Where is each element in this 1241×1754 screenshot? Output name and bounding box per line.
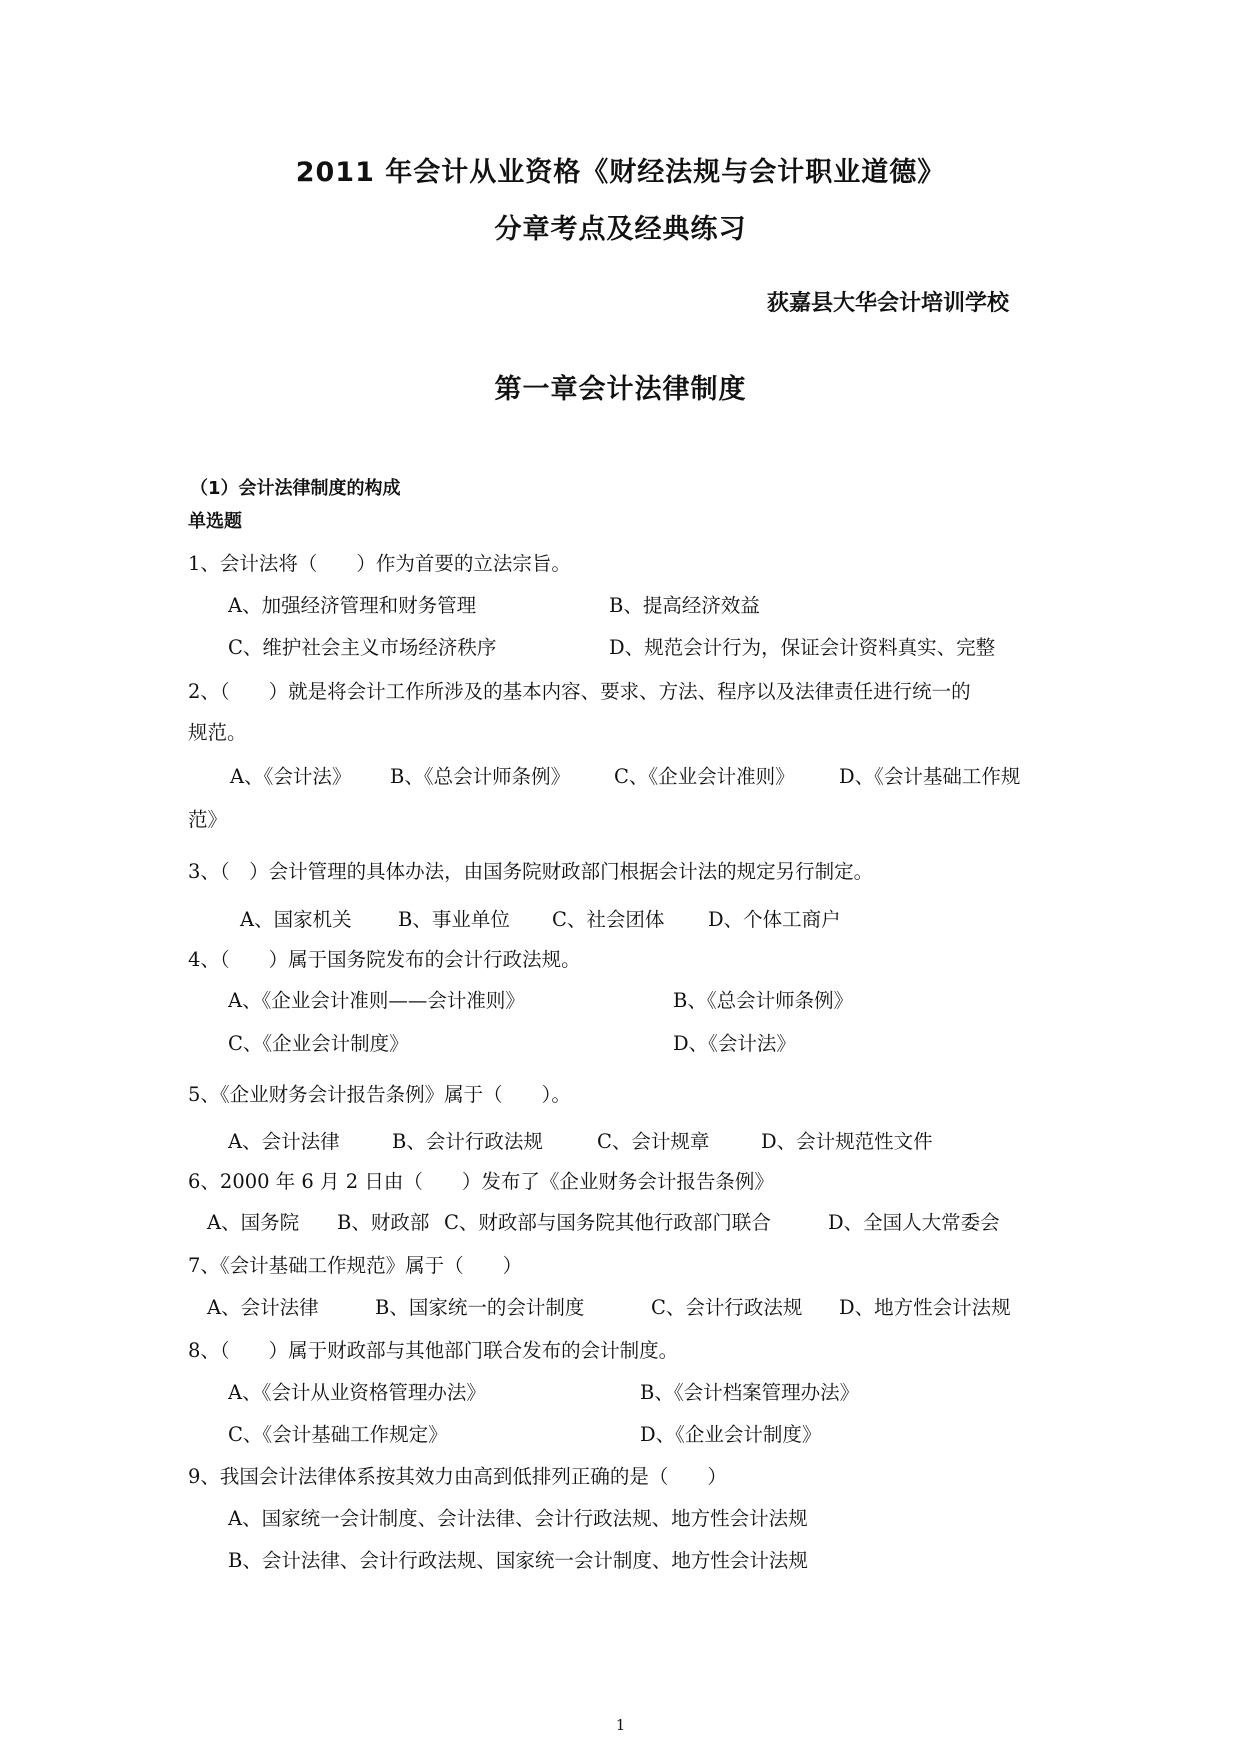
chapter-title: 第一章会计法律制度 [494, 374, 747, 405]
option: C、会计规章 [597, 1130, 710, 1153]
question-stem: 6、2000 年 6 月 2 日由（ ）发布了《企业财务会计报告条例》 [188, 1170, 774, 1193]
option: C、会计行政法规 [651, 1296, 803, 1319]
option: D、规范会计行为，保证会计资料真实、完整 [609, 636, 996, 659]
section-title: （1）会计法律制度的构成 [190, 478, 401, 499]
question-stem: 4、（ ）属于国务院发布的会计行政法规。 [188, 948, 581, 971]
question-stem: 7、《会计基础工作规范》属于（ ） [188, 1254, 523, 1277]
option: C、财政部与国务院其他行政部门联合 [444, 1211, 771, 1234]
page-number: 1 [615, 1716, 626, 1734]
document-title: 2011 年会计从业资格《财经法规与会计职业道德》 [295, 157, 946, 188]
option: A、会计法律 [207, 1296, 319, 1319]
option: C、《会计基础工作规定》 [228, 1423, 448, 1446]
option: D、《会计基础工作规 [839, 765, 1021, 788]
option: B、会计法律、会计行政法规、国家统一会计制度、地方性会计法规 [228, 1549, 808, 1572]
option: C、社会团体 [552, 908, 665, 931]
option: B、提高经济效益 [609, 594, 760, 617]
option: C、《企业会计准则》 [614, 765, 795, 788]
school-name: 荻嘉县大华会计培训学校 [767, 291, 1010, 316]
option: C、《企业会计制度》 [228, 1032, 409, 1055]
question-stem-continued: 规范。 [188, 721, 247, 744]
option: A、《会计从业资格管理办法》 [228, 1381, 486, 1404]
option: B、《总会计师条例》 [390, 765, 571, 788]
option: A、国家统一会计制度、会计法律、会计行政法规、地方性会计法规 [228, 1507, 808, 1530]
option: D、会计规范性文件 [761, 1130, 933, 1153]
question-stem: 9、我国会计法律体系按其效力由高到低排列正确的是（ ） [188, 1465, 727, 1488]
question-stem: 3、（ ）会计管理的具体办法，由国务院财政部门根据会计法的规定另行制定。 [188, 860, 874, 883]
option: A、会计法律 [228, 1130, 340, 1153]
option: D、个体工商户 [708, 908, 841, 931]
option: D、《会计法》 [673, 1032, 796, 1055]
option: C、维护社会主义市场经济秩序 [228, 636, 497, 659]
option: A、《企业会计准则——会计准则》 [228, 989, 525, 1012]
option: B、事业单位 [398, 908, 510, 931]
question-type: 单选题 [188, 511, 242, 532]
option: A、加强经济管理和财务管理 [228, 594, 477, 617]
option: D、全国人大常委会 [828, 1211, 1000, 1234]
option: D、地方性会计法规 [839, 1296, 1011, 1319]
question-stem: 2、（ ）就是将会计工作所涉及的基本内容、要求、方法、程序以及法律责任进行统一的 [188, 680, 971, 703]
option: B、《会计档案管理办法》 [640, 1381, 860, 1404]
option: A、国务院 [207, 1211, 300, 1234]
option: B、会计行政法规 [392, 1130, 543, 1153]
question-stem: 8、（ ）属于财政部与其他部门联合发布的会计制度。 [188, 1339, 679, 1362]
option: B、《总会计师条例》 [673, 989, 854, 1012]
option: B、国家统一的会计制度 [375, 1296, 585, 1319]
document-subtitle: 分章考点及经典练习 [494, 214, 747, 245]
option: A、《会计法》 [230, 765, 352, 788]
option: B、财政部 [337, 1211, 430, 1234]
question-stem: 1、会计法将（ ）作为首要的立法宗旨。 [188, 552, 571, 575]
option: A、国家机关 [240, 908, 352, 931]
option: D、《企业会计制度》 [640, 1423, 822, 1446]
option-continued: 范》 [188, 808, 228, 831]
question-stem: 5、《企业财务会计报告条例》属于（ ）。 [188, 1083, 571, 1106]
